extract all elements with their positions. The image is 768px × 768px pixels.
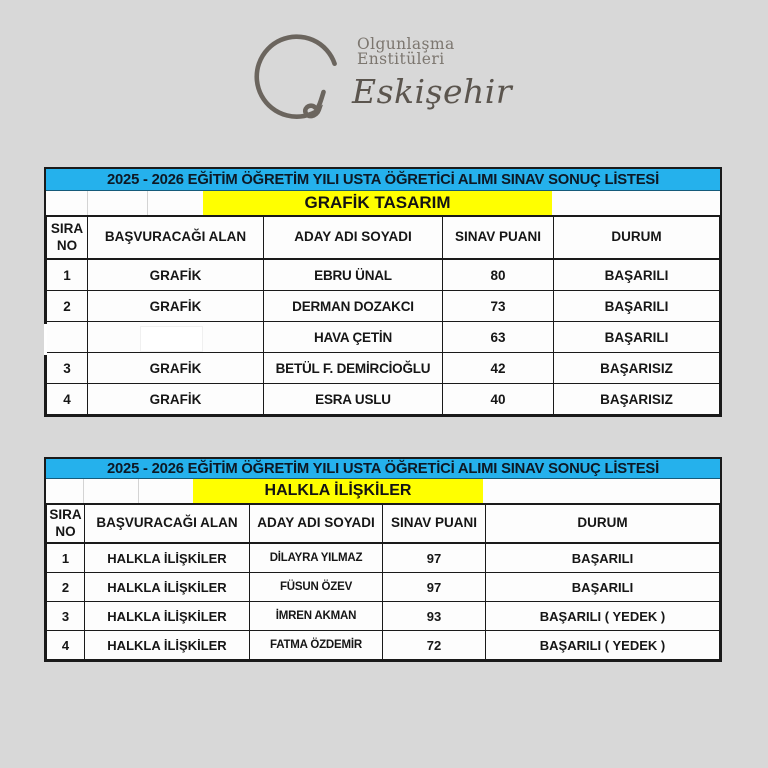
cell-sira-no: 1 — [47, 259, 88, 291]
table-row — [47, 384, 720, 415]
cell-puan: 97 — [383, 573, 486, 602]
column-header-ad-soyad: ADAY ADI SOYADI — [250, 504, 383, 543]
table-row — [47, 543, 720, 573]
result-table — [46, 215, 720, 415]
cell-sira-no: 1 — [47, 543, 85, 573]
column-header-ad-soyad: ADAY ADI SOYADI — [264, 216, 443, 259]
column-header-durum: DURUM — [554, 216, 720, 259]
cell-puan: 72 — [383, 631, 486, 660]
cell-ad-soyad: BETÜL F. DEMİRCİOĞLU — [264, 353, 443, 384]
table-row — [47, 631, 720, 660]
result-table — [46, 503, 720, 660]
cell-alan: GRAFİK — [88, 291, 264, 322]
cell-durum: BAŞARISIZ — [554, 353, 720, 384]
cell-ad-soyad: EBRU ÜNAL — [264, 259, 443, 291]
table-row — [47, 602, 720, 631]
cell-alan: HALKLA İLİŞKİLER — [85, 573, 250, 602]
column-header-puan: SINAV PUANI — [443, 216, 554, 259]
cell-durum: BAŞARILI — [486, 543, 720, 573]
cell-ad-soyad: FATMA ÖZDEMİR — [250, 631, 383, 660]
cell-alan: HALKLA İLİŞKİLER — [85, 631, 250, 660]
divider — [147, 191, 148, 215]
whiteout-border-gap — [44, 324, 47, 355]
cell-ad-soyad: İMREN AKMAN — [250, 602, 383, 631]
cell-puan: 63 — [443, 322, 554, 353]
cell-ad-soyad: ESRA USLU — [264, 384, 443, 415]
column-header-sira-no: SIRA NO — [47, 216, 88, 259]
divider — [87, 191, 88, 215]
cell-sira-no: 3 — [47, 353, 88, 384]
cell-durum: BAŞARILI ( YEDEK ) — [486, 631, 720, 660]
cell-ad-soyad: DİLAYRA YILMAZ — [250, 543, 383, 573]
results-table-halkla-iliskiler — [44, 457, 722, 662]
column-header-alan: BAŞVURACAĞI ALAN — [88, 216, 264, 259]
cell-sira-no: 2 — [47, 573, 85, 602]
cell-sira-no: 4 — [47, 631, 85, 660]
institution-name — [357, 37, 455, 66]
table-row — [47, 573, 720, 602]
cell-alan: HALKLA İLİŞKİLER — [85, 543, 250, 573]
cell-puan: 42 — [443, 353, 554, 384]
column-header-sira-no: SIRA NO — [47, 504, 85, 543]
column-header-alan: BAŞVURACAĞI ALAN — [85, 504, 250, 543]
table-row — [47, 353, 720, 384]
institution-name-line2: Enstitüleri — [357, 49, 445, 68]
cell-sira-no: 3 — [47, 602, 85, 631]
cell-sira-no — [47, 322, 88, 353]
cell-durum: BAŞARILI — [486, 573, 720, 602]
cell-alan: HALKLA İLİŞKİLER — [85, 602, 250, 631]
cell-alan: GRAFİK — [88, 384, 264, 415]
whiteout-patch — [140, 326, 203, 352]
cell-alan: GRAFİK — [88, 259, 264, 291]
cell-puan: 80 — [443, 259, 554, 291]
city-name: Eskişehir — [352, 72, 513, 111]
circle-thread-logo-icon — [254, 34, 346, 126]
column-header-puan: SINAV PUANI — [383, 504, 486, 543]
institution-name-line1: Olgunlaşma — [357, 35, 455, 53]
table-row — [47, 259, 720, 291]
cell-puan: 97 — [383, 543, 486, 573]
divider — [138, 479, 139, 503]
cell-durum: BAŞARILI — [554, 322, 720, 353]
section-row — [46, 191, 720, 215]
cell-puan: 73 — [443, 291, 554, 322]
cell-durum: BAŞARISIZ — [554, 384, 720, 415]
cell-alan: GRAFİK — [88, 353, 264, 384]
cell-durum: BAŞARILI — [554, 291, 720, 322]
cell-ad-soyad: DERMAN DOZAKCI — [264, 291, 443, 322]
cell-puan: 40 — [443, 384, 554, 415]
header-row — [47, 504, 720, 543]
cell-puan: 93 — [383, 602, 486, 631]
cell-sira-no: 2 — [47, 291, 88, 322]
cell-ad-soyad: FÜSUN ÖZEV — [250, 573, 383, 602]
section-row — [46, 479, 720, 503]
cell-ad-soyad: HAVA ÇETİN — [264, 322, 443, 353]
section-highlight: GRAFİK TASARIM — [203, 191, 552, 215]
cell-durum: BAŞARILI ( YEDEK ) — [486, 602, 720, 631]
section-highlight: HALKLA İLİŞKİLER — [193, 479, 483, 503]
table-row — [47, 291, 720, 322]
divider — [83, 479, 84, 503]
table-title-band: 2025 - 2026 EĞİTİM ÖĞRETİM YILI USTA ÖĞRETİCİ ALIMI SINAV SONUÇ LİSTESİ — [46, 459, 720, 479]
column-header-durum: DURUM — [486, 504, 720, 543]
cell-durum: BAŞARILI — [554, 259, 720, 291]
table-title-band: 2025 - 2026 EĞİTİM ÖĞRETİM YILI USTA ÖĞRETİCİ ALIMI SINAV SONUÇ LİSTESİ — [46, 169, 720, 191]
results-table-grafik-tasarim — [44, 167, 722, 417]
cell-sira-no: 4 — [47, 384, 88, 415]
header-row — [47, 216, 720, 259]
